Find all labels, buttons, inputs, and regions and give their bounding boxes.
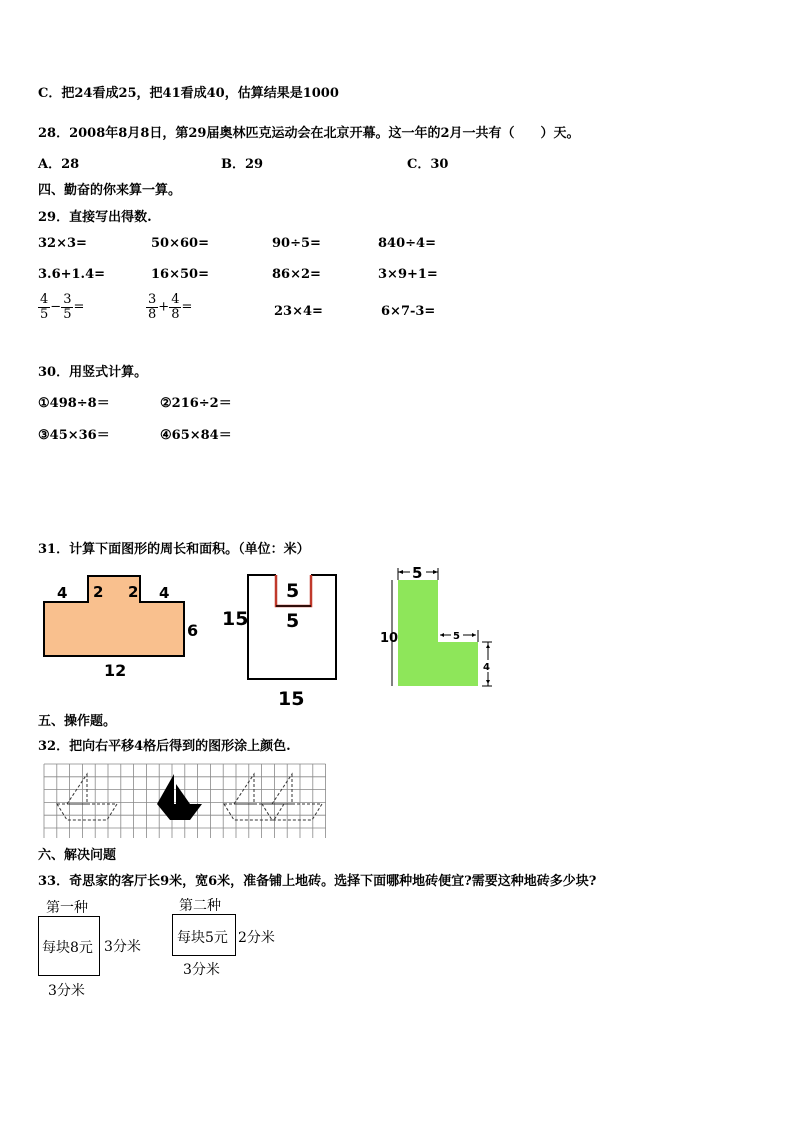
numerator: 3 (63, 292, 72, 307)
fig3-label-top: 5 (412, 564, 423, 582)
q28-option-c: C．30 (407, 157, 449, 172)
q33-stem: 33．奇思家的客厅长9米，宽6米，准备铺上地砖。选择下面哪种地砖便宜?需要这种地砖多少块? (38, 874, 597, 889)
arrow-up-icon (486, 644, 490, 648)
q29-r3-c4: 6×7-3= (381, 304, 436, 319)
fraction (146, 293, 158, 321)
q28-option-b: B．29 (221, 157, 264, 172)
fraction (61, 293, 73, 321)
dashed-boat-sail (234, 774, 254, 804)
fig1-label-side: 6 (187, 621, 199, 640)
section5-title: 五、操作题。 (38, 714, 117, 729)
denominator: 8 (148, 306, 157, 322)
tile1-price: 每块8元 (42, 940, 93, 956)
arrow-down-icon (486, 680, 490, 684)
arrow-right-icon (472, 633, 476, 637)
tile1-title: 第一种 (46, 900, 88, 916)
tile2-title: 第二种 (179, 898, 221, 914)
fig1-label-right-top: 4 (159, 584, 170, 602)
q29-r2-c2: 16×50= (151, 267, 209, 282)
q29-r2-c1: 3.6+1.4= (38, 267, 106, 282)
arrow-right-icon (433, 570, 438, 574)
dashed-boat-sail (272, 774, 292, 804)
fig3-label-inner: 5 (453, 631, 460, 642)
q28-option-a: A．28 (38, 157, 80, 172)
numerator: 3 (148, 292, 157, 307)
tile1-side: 3分米 (104, 939, 141, 955)
fig1-label-top2: 2 (128, 583, 139, 601)
equals: = (73, 299, 85, 315)
filled-boat (157, 774, 202, 820)
dashed-boat-hull (224, 804, 284, 820)
tile2-bottom: 3分米 (183, 962, 220, 978)
q30-item-2: ②216÷2＝ (160, 396, 232, 411)
fig2-label-notch: 5 (286, 580, 300, 602)
q29-fraction-expr-2 (146, 293, 192, 321)
q29-r3-c3: 23×4= (274, 304, 323, 319)
filled-boat-hull (157, 804, 202, 820)
q30-stem: 30．用竖式计算。 (38, 365, 148, 380)
q29-r1-c3: 90÷5= (272, 236, 321, 251)
tile2-price: 每块5元 (177, 930, 228, 946)
q29-fraction-expr-1 (38, 293, 84, 321)
operator: − (50, 299, 62, 315)
tile2-box (172, 914, 236, 956)
q29-r1-c2: 50×60= (151, 236, 209, 251)
tile1-box (38, 916, 100, 976)
tile2-side: 2分米 (238, 930, 275, 946)
denominator: 5 (40, 306, 49, 322)
q31-figure-3 (378, 560, 498, 690)
q29-r2-c3: 86×2= (272, 267, 321, 282)
fig2-label-notch-depth: 5 (286, 610, 300, 632)
q29-r2-c4: 3×9+1= (378, 267, 438, 282)
section6-title: 六、解决问题 (38, 848, 117, 863)
fig2-label-bottom: 15 (278, 688, 305, 710)
q28-stem: 28．2008年8月8日，第29届奥林匹克运动会在北京开幕。这一年的2月一共有（ ）天。 (38, 126, 580, 141)
fig3-label-left: 10 (380, 631, 399, 646)
numerator: 4 (40, 292, 49, 307)
q30-item-3: ③45×36＝ (38, 428, 110, 443)
fig2-label-left: 15 (222, 608, 249, 630)
l-shape (398, 580, 478, 686)
arrow-left-icon (440, 633, 444, 637)
operator: + (158, 299, 170, 315)
tile1-bottom: 3分米 (48, 983, 85, 999)
denominator: 8 (171, 306, 180, 322)
denominator: 5 (63, 306, 72, 322)
q27-option-c: C．把24看成25，把41看成40，估算结果是1000 (38, 86, 339, 101)
section4-title: 四、勤奋的你来算一算。 (38, 183, 182, 198)
fraction (38, 293, 50, 321)
q30-item-1: ①498÷8＝ (38, 396, 110, 411)
arrow-left-icon (398, 570, 403, 574)
q29-r1-c4: 840÷4= (378, 236, 436, 251)
fig3-label-right: 4 (483, 662, 490, 673)
fraction (169, 293, 181, 321)
filled-boat-flag (176, 784, 190, 804)
numerator: 4 (171, 292, 180, 307)
q31-stem: 31．计算下面图形的周长和面积。（单位：米） (38, 542, 310, 557)
fig1-label-top1: 2 (93, 583, 104, 601)
equals: = (181, 299, 193, 315)
q29-stem: 29．直接写出得数. (38, 210, 152, 225)
fig1-label-left: 4 (57, 584, 68, 602)
q31-figure-1 (30, 562, 210, 687)
q31-figure-2 (218, 565, 348, 713)
q32-grid-figure (42, 762, 334, 838)
q30-item-4: ④65×84＝ (160, 428, 232, 443)
fig1-label-bottom: 12 (104, 661, 127, 680)
q32-stem: 32．把向右平移4格后得到的图形涂上颜色. (38, 739, 291, 754)
q29-r1-c1: 32×3= (38, 236, 87, 251)
